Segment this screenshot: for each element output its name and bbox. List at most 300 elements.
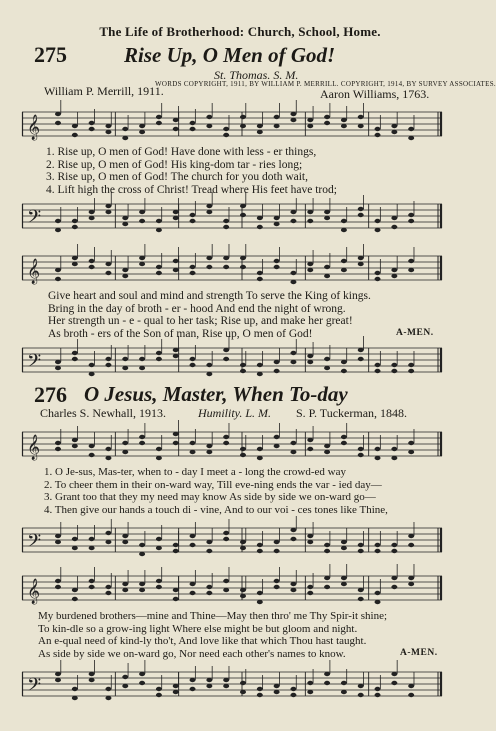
note-head bbox=[223, 588, 229, 592]
note-head bbox=[391, 216, 397, 220]
note-head bbox=[72, 256, 78, 260]
note-head bbox=[139, 130, 145, 134]
note-head bbox=[324, 115, 330, 119]
note-head bbox=[122, 534, 128, 538]
note-head bbox=[341, 268, 347, 272]
note-head bbox=[139, 435, 145, 439]
verse-line: 1. O Je-sus, Mas-ter, when to - day I meet a - long the crowd-ed way bbox=[44, 466, 346, 478]
note-head bbox=[375, 219, 381, 223]
note-head bbox=[139, 672, 145, 676]
note-head bbox=[89, 444, 95, 448]
note-head bbox=[307, 124, 313, 128]
note-head bbox=[307, 262, 313, 266]
note-head bbox=[408, 219, 414, 223]
note-head bbox=[72, 351, 78, 355]
composer-credit: S. P. Tuckerman, 1848. bbox=[296, 406, 408, 420]
note-head bbox=[105, 130, 111, 134]
note-head bbox=[89, 265, 95, 269]
note-head bbox=[139, 210, 145, 214]
note-head bbox=[257, 456, 263, 460]
note-head bbox=[274, 115, 280, 119]
note-head bbox=[105, 447, 111, 451]
note-head bbox=[122, 582, 128, 586]
note-head bbox=[274, 369, 280, 373]
note-head bbox=[190, 441, 196, 445]
note-head bbox=[173, 432, 179, 436]
note-head bbox=[408, 213, 414, 217]
note-head bbox=[156, 271, 162, 275]
note-head bbox=[223, 537, 229, 541]
note-head bbox=[240, 213, 246, 217]
note-head bbox=[240, 453, 246, 457]
note-head bbox=[206, 450, 212, 454]
note-head bbox=[274, 222, 280, 226]
note-head bbox=[324, 576, 330, 580]
note-head bbox=[257, 549, 263, 553]
note-head bbox=[72, 546, 78, 550]
music-staff-treble bbox=[22, 568, 452, 608]
note-head bbox=[139, 681, 145, 685]
note-head bbox=[105, 271, 111, 275]
note-head bbox=[206, 265, 212, 269]
note-head bbox=[257, 216, 263, 220]
note-head bbox=[55, 579, 61, 583]
clef-symbol: 𝄢 bbox=[27, 207, 42, 232]
verse-line: 1. Rise up, O men of God! Have done with less - er things, bbox=[46, 146, 317, 158]
note-head bbox=[324, 450, 330, 454]
note-head bbox=[391, 363, 397, 367]
note-head bbox=[358, 588, 364, 592]
note-head bbox=[190, 534, 196, 538]
note-head bbox=[223, 225, 229, 229]
note-head bbox=[358, 693, 364, 697]
note-head bbox=[173, 259, 179, 263]
note-head bbox=[341, 369, 347, 373]
note-head bbox=[223, 127, 229, 131]
note-head bbox=[375, 687, 381, 691]
note-head bbox=[156, 693, 162, 697]
note-head bbox=[341, 540, 347, 544]
note-head bbox=[190, 543, 196, 547]
note-head bbox=[290, 271, 296, 275]
note-head bbox=[240, 124, 246, 128]
note-head bbox=[190, 357, 196, 361]
note-head bbox=[206, 540, 212, 544]
note-head bbox=[408, 534, 414, 538]
note-head bbox=[324, 366, 330, 370]
note-head bbox=[375, 133, 381, 137]
note-head bbox=[55, 360, 61, 364]
verse-line: 2. Rise up, O men of God! His king-dom tar - ries long; bbox=[46, 158, 303, 171]
note-head bbox=[391, 549, 397, 553]
note-head bbox=[391, 268, 397, 272]
note-head bbox=[89, 363, 95, 367]
note-head bbox=[290, 687, 296, 691]
music-staff-bass bbox=[22, 196, 452, 236]
note-head bbox=[156, 351, 162, 355]
note-head bbox=[190, 213, 196, 217]
note-head bbox=[307, 690, 313, 694]
clef-symbol: 𝄞 bbox=[27, 259, 41, 284]
note-head bbox=[105, 357, 111, 361]
verse-line: Bring in the day of broth - er - hood And end the night of wrong. bbox=[48, 302, 346, 315]
note-head bbox=[341, 219, 347, 223]
note-head bbox=[55, 540, 61, 544]
music-staff-treble bbox=[22, 424, 452, 464]
note-head bbox=[324, 444, 330, 448]
note-head bbox=[274, 579, 280, 583]
note-head bbox=[341, 259, 347, 263]
verse-line: As broth - ers of the Son of man, Rise up, O men of God! bbox=[48, 327, 313, 340]
note-head bbox=[358, 597, 364, 601]
note-head bbox=[156, 121, 162, 125]
note-head bbox=[139, 262, 145, 266]
note-head bbox=[72, 225, 78, 229]
note-head bbox=[240, 681, 246, 685]
note-head bbox=[173, 684, 179, 688]
tune-name: St. Thomas. S. M. bbox=[214, 68, 299, 82]
note-head bbox=[307, 591, 313, 595]
note-head bbox=[324, 543, 330, 547]
verse-line: 4. Lift high the cross of Christ! Tread where His feet have trod; bbox=[46, 183, 337, 196]
note-head bbox=[89, 121, 95, 125]
note-head bbox=[156, 585, 162, 589]
note-head bbox=[190, 582, 196, 586]
note-head bbox=[391, 447, 397, 451]
note-head bbox=[257, 447, 263, 451]
note-head bbox=[240, 204, 246, 208]
note-head bbox=[105, 540, 111, 544]
note-head bbox=[190, 591, 196, 595]
note-head bbox=[375, 543, 381, 547]
note-head bbox=[341, 228, 347, 232]
tune-name: Humility. L. M. bbox=[198, 406, 272, 420]
note-head bbox=[105, 591, 111, 595]
note-head bbox=[358, 348, 364, 352]
note-head bbox=[341, 435, 347, 439]
verse-line: Her strength un - e - qual to her task; Rise up, and make her great! bbox=[48, 315, 353, 327]
note-head bbox=[139, 588, 145, 592]
note-head bbox=[72, 696, 78, 700]
note-head bbox=[375, 277, 381, 281]
note-head bbox=[341, 118, 347, 122]
note-head bbox=[72, 124, 78, 128]
note-head bbox=[105, 531, 111, 535]
author-credit: Charles S. Newhall, 1913. bbox=[40, 406, 166, 420]
note-head bbox=[156, 357, 162, 361]
note-head bbox=[190, 265, 196, 269]
note-head bbox=[72, 262, 78, 266]
note-head bbox=[408, 684, 414, 688]
note-head bbox=[72, 687, 78, 691]
note-head bbox=[122, 357, 128, 361]
note-head bbox=[274, 549, 280, 553]
note-head bbox=[206, 256, 212, 260]
note-head bbox=[223, 256, 229, 260]
note-head bbox=[375, 456, 381, 460]
note-head bbox=[122, 268, 128, 272]
note-head bbox=[156, 115, 162, 119]
note-head bbox=[307, 534, 313, 538]
note-head bbox=[375, 271, 381, 275]
verse-block bbox=[38, 610, 387, 660]
note-head bbox=[89, 678, 95, 682]
note-head bbox=[223, 219, 229, 223]
note-head bbox=[206, 124, 212, 128]
note-head bbox=[223, 265, 229, 269]
note-head bbox=[408, 369, 414, 373]
note-head bbox=[72, 357, 78, 361]
note-head bbox=[122, 274, 128, 278]
note-head bbox=[72, 444, 78, 448]
note-head bbox=[324, 672, 330, 676]
hymn-title: O Jesus, Master, When To-day bbox=[84, 382, 348, 406]
note-head bbox=[139, 219, 145, 223]
note-head bbox=[206, 684, 212, 688]
note-head bbox=[307, 360, 313, 364]
note-head bbox=[173, 210, 179, 214]
note-head bbox=[139, 357, 145, 361]
note-head bbox=[307, 210, 313, 214]
note-head bbox=[375, 447, 381, 451]
note-head bbox=[391, 369, 397, 373]
note-head bbox=[173, 690, 179, 694]
note-head bbox=[223, 357, 229, 361]
note-head bbox=[290, 528, 296, 532]
hymn-number: 275 bbox=[34, 42, 67, 67]
note-head bbox=[341, 681, 347, 685]
note-head bbox=[240, 690, 246, 694]
verse-line: Give heart and soul and mind and strength To serve the King of kings. bbox=[48, 290, 371, 302]
note-head bbox=[173, 354, 179, 358]
note-head bbox=[341, 576, 347, 580]
note-head bbox=[358, 124, 364, 128]
note-head bbox=[324, 121, 330, 125]
note-head bbox=[190, 127, 196, 131]
note-head bbox=[408, 127, 414, 131]
note-head bbox=[55, 277, 61, 281]
note-head bbox=[55, 268, 61, 272]
note-head bbox=[55, 366, 61, 370]
note-head bbox=[173, 597, 179, 601]
note-head bbox=[274, 684, 280, 688]
note-head bbox=[408, 582, 414, 586]
note-head bbox=[156, 447, 162, 451]
note-head bbox=[324, 585, 330, 589]
note-head bbox=[122, 216, 128, 220]
note-head bbox=[206, 204, 212, 208]
amen-label: A-MEN. bbox=[396, 328, 434, 338]
note-head bbox=[341, 124, 347, 128]
note-head bbox=[257, 271, 263, 275]
note-head bbox=[240, 588, 246, 592]
note-head bbox=[89, 453, 95, 457]
note-head bbox=[274, 540, 280, 544]
note-head bbox=[307, 354, 313, 358]
note-head bbox=[223, 684, 229, 688]
note-head bbox=[375, 693, 381, 697]
page-header: The Life of Brotherhood: Church, School, Home. bbox=[99, 24, 381, 39]
note-head bbox=[358, 453, 364, 457]
note-head bbox=[156, 265, 162, 269]
note-head bbox=[89, 127, 95, 131]
note-head bbox=[190, 363, 196, 367]
note-head bbox=[358, 262, 364, 266]
note-head bbox=[240, 363, 246, 367]
note-head bbox=[89, 537, 95, 541]
hymn-title: Rise Up, O Men of God! bbox=[124, 43, 336, 67]
note-head bbox=[240, 447, 246, 451]
note-head bbox=[122, 127, 128, 131]
note-head bbox=[55, 672, 61, 676]
note-head bbox=[223, 348, 229, 352]
note-head bbox=[173, 216, 179, 220]
note-head bbox=[257, 277, 263, 281]
note-head bbox=[206, 591, 212, 595]
music-staff-bass bbox=[22, 340, 452, 380]
note-head bbox=[274, 444, 280, 448]
note-head bbox=[55, 112, 61, 116]
note-head bbox=[257, 543, 263, 547]
note-head bbox=[139, 543, 145, 547]
note-head bbox=[408, 543, 414, 547]
note-head bbox=[257, 591, 263, 595]
clef-symbol: 𝄞 bbox=[27, 115, 41, 140]
note-head bbox=[190, 121, 196, 125]
note-head bbox=[89, 210, 95, 214]
note-head bbox=[156, 687, 162, 691]
note-head bbox=[307, 540, 313, 544]
note-head bbox=[358, 115, 364, 119]
note-head bbox=[89, 585, 95, 589]
note-head bbox=[324, 210, 330, 214]
note-head bbox=[341, 690, 347, 694]
note-head bbox=[190, 678, 196, 682]
note-head bbox=[156, 456, 162, 460]
note-head bbox=[358, 549, 364, 553]
note-head bbox=[206, 585, 212, 589]
clef-symbol: 𝄢 bbox=[27, 675, 42, 700]
note-head bbox=[240, 540, 246, 544]
note-head bbox=[375, 549, 381, 553]
note-head bbox=[173, 549, 179, 553]
note-head bbox=[257, 600, 263, 604]
note-head bbox=[139, 441, 145, 445]
note-head bbox=[223, 579, 229, 583]
note-head bbox=[290, 118, 296, 122]
note-head bbox=[324, 549, 330, 553]
verse-block bbox=[46, 146, 337, 196]
clef-symbol: 𝄢 bbox=[27, 531, 42, 556]
note-head bbox=[173, 588, 179, 592]
note-head bbox=[240, 546, 246, 550]
note-head bbox=[55, 219, 61, 223]
note-head bbox=[55, 447, 61, 451]
note-head bbox=[307, 585, 313, 589]
note-head bbox=[358, 684, 364, 688]
note-head bbox=[139, 582, 145, 586]
note-head bbox=[190, 450, 196, 454]
music-staff-treble bbox=[22, 248, 452, 288]
note-head bbox=[290, 693, 296, 697]
note-head bbox=[223, 531, 229, 535]
note-head bbox=[290, 441, 296, 445]
note-head bbox=[72, 438, 78, 442]
note-head bbox=[105, 363, 111, 367]
note-head bbox=[173, 268, 179, 272]
note-head bbox=[156, 228, 162, 232]
note-head bbox=[274, 585, 280, 589]
note-head bbox=[274, 690, 280, 694]
note-head bbox=[240, 265, 246, 269]
note-head bbox=[290, 582, 296, 586]
note-head bbox=[156, 579, 162, 583]
verse-line: As side by side we on-ward go, Nor need each other's names to know. bbox=[38, 647, 346, 660]
note-head bbox=[341, 546, 347, 550]
verse-line: 3. Grant too that they my need may know As side by side we on-ward go— bbox=[44, 491, 376, 503]
note-head bbox=[341, 441, 347, 445]
note-head bbox=[240, 594, 246, 598]
note-head bbox=[55, 678, 61, 682]
verse-line: To kin-dle so a grow-ing light Where else might be but gloom and night. bbox=[38, 622, 358, 635]
note-head bbox=[257, 372, 263, 376]
note-head bbox=[122, 366, 128, 370]
note-head bbox=[341, 582, 347, 586]
note-head bbox=[391, 274, 397, 278]
clef-symbol: 𝄢 bbox=[27, 351, 42, 376]
note-head bbox=[408, 259, 414, 263]
note-head bbox=[206, 115, 212, 119]
verse-block bbox=[48, 290, 371, 340]
note-head bbox=[391, 576, 397, 580]
note-head bbox=[307, 219, 313, 223]
verse-line: 3. Rise up, O men of God! The church for you doth wait, bbox=[46, 171, 309, 183]
note-head bbox=[206, 549, 212, 553]
note-head bbox=[122, 222, 128, 226]
note-head bbox=[173, 543, 179, 547]
note-head bbox=[72, 219, 78, 223]
note-head bbox=[391, 225, 397, 229]
note-head bbox=[375, 600, 381, 604]
note-head bbox=[290, 537, 296, 541]
note-head bbox=[324, 681, 330, 685]
note-head bbox=[55, 441, 61, 445]
verse-line: 2. To cheer them in their on-ward way, Till eve-ning ends the var - ied day— bbox=[44, 478, 382, 491]
note-head bbox=[105, 262, 111, 266]
note-head bbox=[408, 363, 414, 367]
note-head bbox=[391, 672, 397, 676]
note-head bbox=[89, 216, 95, 220]
note-head bbox=[122, 441, 128, 445]
note-head bbox=[290, 112, 296, 116]
clef-symbol: 𝄞 bbox=[27, 435, 41, 460]
note-head bbox=[89, 546, 95, 550]
note-head bbox=[105, 696, 111, 700]
note-head bbox=[257, 130, 263, 134]
note-head bbox=[257, 693, 263, 697]
note-head bbox=[307, 681, 313, 685]
note-head bbox=[257, 225, 263, 229]
note-head bbox=[391, 124, 397, 128]
note-head bbox=[206, 372, 212, 376]
note-head bbox=[105, 210, 111, 214]
note-head bbox=[72, 597, 78, 601]
note-head bbox=[156, 537, 162, 541]
note-head bbox=[173, 441, 179, 445]
note-head bbox=[307, 118, 313, 122]
note-head bbox=[290, 210, 296, 214]
verse-line: An e-qual need of kind-ly tho't, And love like that which Thou hast taught. bbox=[38, 635, 367, 647]
